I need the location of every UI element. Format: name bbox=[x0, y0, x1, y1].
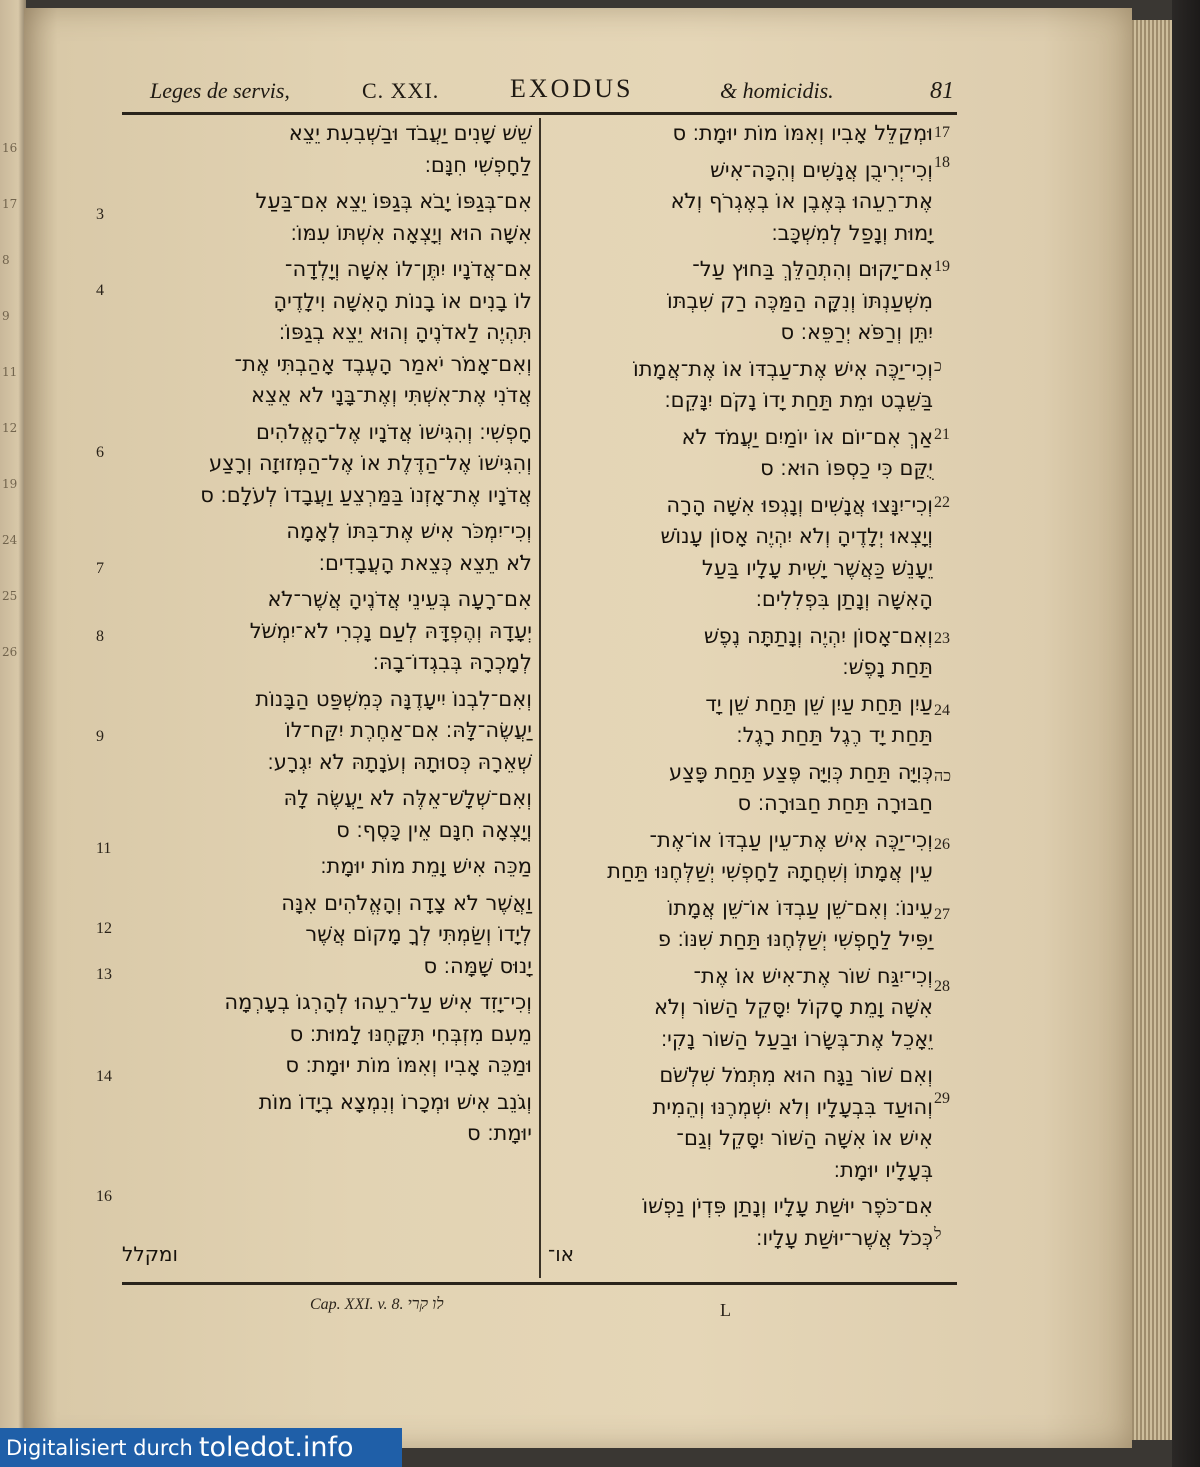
verse-30: אִם־כֹּפֶר יוּשַׁת עָלָיו וְנָתַן פִּדְיֹן נַפְשׁוֹ כְּכֹל אֲשֶׁר־יוּשַׁת עָלָיו׃ bbox=[642, 1194, 933, 1250]
verse-number: 27 bbox=[934, 906, 950, 923]
verse-20: וְכִי־יַכֶּה אִישׁ אֶת־עַבְדּוֹ אוֹ אֶת־אֲמָתוֹ בַּשֵּׁבֶט וּמֵת תַּחַת יָדוֹ נָקֹם יִנָּקֵם׃ bbox=[632, 356, 933, 412]
verse-24: עַיִן תַּחַת עַיִן שֵׁן תַּחַת שֵׁן יָד תַּחַת יָד רֶגֶל תַּחַת רָגֶל׃ bbox=[705, 691, 933, 747]
verse-number: כ bbox=[934, 358, 942, 375]
verse-6: חָפְשִׁי׃ וְהִגִּישׁוֹ אֲדֹנָיו אֶל־הָאֱלֹהִים וְהִגִּישׁוֹ אֶל־הַדֶּלֶת אוֹ אֶל־הַמְּזוּזָה וְרָצַע אֲדֹנָיו אֶת־אָזְנוֹ בַּמַּרְצֵעַ וַעֲבָדוֹ לְעֹלָם׃ ס bbox=[200, 419, 532, 507]
verse-22: וְכִי־יִנָּצוּ אֲנָשִׁים וְנָגְפוּ אִשָּׁה הָרָה וְיָצְאוּ יְלָדֶיהָ וְלֹא יִהְיֶה אָסוֹן עָנוֹשׁ יֵעָנֵשׁ כַּאֲשֶׁר יָשִׁית עָלָיו בַּעַל הָאִשָּׁה וְנָתַן בִּפְלִלִים׃ bbox=[660, 492, 933, 611]
header-right-title: & homicidis. bbox=[720, 78, 834, 103]
verse-number: 28 bbox=[934, 978, 950, 995]
verse-number: 8 bbox=[96, 628, 104, 645]
verse-number: 14 bbox=[96, 1068, 112, 1085]
verse-21: אַךְ אִם־יוֹם אוֹ יוֹמַיִם יַעֲמֹד לֹא יֻקַּם כִּי כַסְפּוֹ הוּא׃ ס bbox=[681, 424, 933, 480]
header-chapter: C. XXI. bbox=[362, 78, 440, 103]
verse-number: 16 bbox=[96, 1188, 112, 1205]
verse-number: 3 bbox=[96, 206, 104, 223]
verse-number: כה bbox=[934, 768, 952, 785]
verse-number: 21 bbox=[934, 426, 950, 443]
footer-rule bbox=[122, 1282, 957, 1285]
verse-12: מַכֵּה אִישׁ וָמֵת מוֹת יוּמָת׃ bbox=[320, 854, 532, 878]
adjacent-page-edge: 16 17 8 9 11 12 19 24 25 26 bbox=[0, 0, 26, 1467]
verse-26: וְכִי־יַכֶּה אִישׁ אֶת־עֵין עַבְדּוֹ אוֹ־אֶת־ עֵין אֲמָתוֹ וְשִׁחֲתָהּ לַחָפְשִׁי יְשַׁלְּחֶנּוּ תַּחַת bbox=[607, 827, 933, 883]
verse-23: וְאִם־אָסוֹן יִהְיֶה וְנָתַתָּה נֶפֶשׁ תַּחַת נָפֶשׁ׃ bbox=[703, 623, 933, 679]
verse-number: 11 bbox=[96, 840, 112, 857]
verse-number: ל bbox=[934, 1226, 942, 1243]
running-header bbox=[150, 74, 970, 110]
verse-number: 29 bbox=[934, 1090, 950, 1107]
verse-25: כְּוִיָּה תַּחַת כְּוִיָּה פֶּצַע תַּחַת פָּצַע חַבּוּרָה תַּחַת חַבּוּרָה׃ ס bbox=[669, 759, 933, 815]
header-left-title: Leges de servis, bbox=[150, 78, 290, 103]
catchword-right: או־ bbox=[548, 1242, 575, 1266]
verse-8: אִם־רָעָה בְּעֵינֵי אֲדֹנֶיהָ אֲשֶׁר־לֹא יְעָדָהּ וְהֶפְדָּהּ לְעַם נָכְרִי לֹא־יִמְשֹׁל לְמָכְרָהּ בְּבִגְדוֹ־בָהּ׃ bbox=[249, 587, 532, 674]
verse-28: וְכִי־יִגַּח שׁוֹר אֶת־אִישׁ אוֹ אֶת־ אִשָּׁה וָמֵת סָקוֹל יִסָּקֵל הַשּׁוֹר וְלֹא יֵאָכֵל אֶת־בְּשָׂרוֹ וּבַעַל הַשּׁוֹר נָקִי׃ bbox=[653, 963, 933, 1051]
verse-19: אִם־יָקוּם וְהִתְהַלֵּךְ בַּחוּץ עַל־ מִשְׁעַנְתּוֹ וְנִקָּה הַמַּכֶּה רַק שִׁבְתּוֹ יִתֵּן וְרַפֹּא יְרַפֵּא׃ ס bbox=[667, 257, 933, 344]
left-column bbox=[122, 118, 532, 1278]
verse-number: 24 bbox=[934, 702, 950, 719]
verse-14-15: וְכִי־יָזִד אִישׁ עַל־רֵעֵהוּ לְהָרְגוֹ בְעָרְמָה מֵעִם מִזְבְּחִי תִּקָּחֶנּוּ לָמוּת׃ ס וּמַכֵּה אָבִיו וְאִמּוֹ מוֹת יוּמָת׃ ס bbox=[224, 990, 532, 1077]
verse-16: וְגֹנֵב אִישׁ וּמְכָרוֹ וְנִמְצָא בְיָדוֹ מוֹת יוּמָת׃ ס bbox=[258, 1089, 532, 1145]
verse-13: וַאֲשֶׁר לֹא צָדָה וְהָאֱלֹהִים אִנָּה לְיָדוֹ וְשַׂמְתִּי לְךָ מָקוֹם אֲשֶׁר יָנוּס שָׁמָּה׃ ס bbox=[281, 890, 532, 978]
verse-number: 19 bbox=[934, 258, 950, 275]
verse-2: שֵׁשׁ שָׁנִים יַעֲבֹד וּבַשְּׁבִעִת יֵצֵא לַחָפְשִׁי חִנָּם׃ bbox=[288, 121, 532, 177]
verse-number: 12 bbox=[96, 920, 112, 937]
verse-11: וְאִם־שְׁלָשׁ־אֵלֶּה לֹא יַעֲשֶׂה לָהּ וְיָצְאָה חִנָּם אֵין כָּסֶף׃ ס bbox=[283, 786, 532, 842]
verse-18: וְכִי־יְרִיבֻן אֲנָשִׁים וְהִכָּה־אִישׁ אֶת־רֵעֵהוּ בְּאֶבֶן אוֹ בְאֶגְרֹף וְלֹא יָמוּת וְנָפַל לְמִשְׁכָּב׃ bbox=[670, 157, 933, 245]
watermark-brand: toledot.info bbox=[198, 1432, 354, 1463]
column-divider bbox=[539, 118, 541, 1278]
verse-9-10: וְאִם־לִבְנוֹ יִיעָדֶנָּה כְּמִשְׁפַּט הַבָּנוֹת יַעֲשֶׂה־לָּהּ׃ אִם־אַחֶרֶת יִקַּח־לוֹ שְׁאֵרָהּ כְּסוּתָהּ וְעֹנָתָהּ לֹא יִגְרָע׃ bbox=[255, 686, 532, 774]
page-number: 81 bbox=[930, 78, 954, 104]
verse-29: וְאִם שׁוֹר נַגָּח הוּא מִתְּמֹל שִׁלְשֹׁם וְהוּעַד בִּבְעָלָיו וְלֹא יִשְׁמְרֶנּוּ וְהֵמִית אִישׁ אוֹ אִשָּׁה הַשּׁוֹר יִסָּקֵל וְגַם־ בְּעָלָיו יוּמָת׃ bbox=[652, 1063, 933, 1182]
verse-number: 26 bbox=[934, 836, 950, 853]
verse-number: 18 bbox=[934, 154, 950, 171]
verse-3: אִם־בְּגַפּוֹ יָבֹא בְּגַפּוֹ יֵצֵא אִם־בַּעַל אִשָּׁה הוּא וְיָצְאָה אִשְׁתּוֹ עִמּוֹ׃ bbox=[255, 189, 532, 245]
header-book-title: EXODUS bbox=[510, 74, 634, 103]
verse-number: 9 bbox=[96, 728, 104, 745]
verse-number: 4 bbox=[96, 282, 104, 299]
verse-27: עֵינוֹ׃ וְאִם־שֵׁן עַבְדּוֹ אוֹ־שֵׁן אֲמָתוֹ יַפִּיל לַחָפְשִׁי יְשַׁלְּחֶנּוּ תַּחַת שִׁנּוֹ׃ פ bbox=[657, 895, 933, 951]
verse-number: 17 bbox=[934, 124, 950, 141]
header-rule bbox=[122, 112, 957, 115]
verse-4-5: אִם־אֲדֹנָיו יִתֶּן־לוֹ אִשָּׁה וְיָלְדָה־ לוֹ בָנִים אוֹ בָנוֹת הָאִשָּׁה וִילָדֶיהָ תִּהְיֶה לַאדֹנֶיהָ וְהוּא יֵצֵא בְגַפּוֹ׃ וְאִם־אָמֹר יֹאמַר הָעֶבֶד אָהַבְתִּי אֶת־ אֲדֹנִי אֶת־אִשְׁתִּי וְאֶת־בָּנָי לֹא אֵצֵא bbox=[234, 257, 532, 407]
verse-number: 6 bbox=[96, 444, 104, 461]
verse-number: 23 bbox=[934, 630, 950, 647]
verse-17: וּמְקַלֵּל אָבִיו וְאִמּוֹ מוֹת יוּמָת׃ ס bbox=[672, 121, 933, 145]
digitization-watermark[interactable] bbox=[0, 1428, 402, 1467]
book-page-edges bbox=[1132, 20, 1172, 1440]
verse-7: וְכִי־יִמְכֹּר אִישׁ אֶת־בִּתּוֹ לְאָמָה לֹא תֵצֵא כְּצֵאת הָעֲבָדִים׃ bbox=[286, 519, 532, 575]
watermark-prefix: Digitalisiert durch bbox=[6, 1435, 193, 1460]
right-column bbox=[548, 118, 933, 1278]
book-binding bbox=[1172, 0, 1200, 1467]
footnote: Cap. XXI. v. 8. לו קרי bbox=[310, 1296, 444, 1313]
verse-number: 22 bbox=[934, 494, 950, 511]
verse-number: 7 bbox=[96, 560, 104, 577]
signature-mark: L bbox=[720, 1300, 731, 1320]
verse-number: 13 bbox=[96, 966, 112, 983]
catchword-left: ומקלל bbox=[122, 1242, 178, 1266]
